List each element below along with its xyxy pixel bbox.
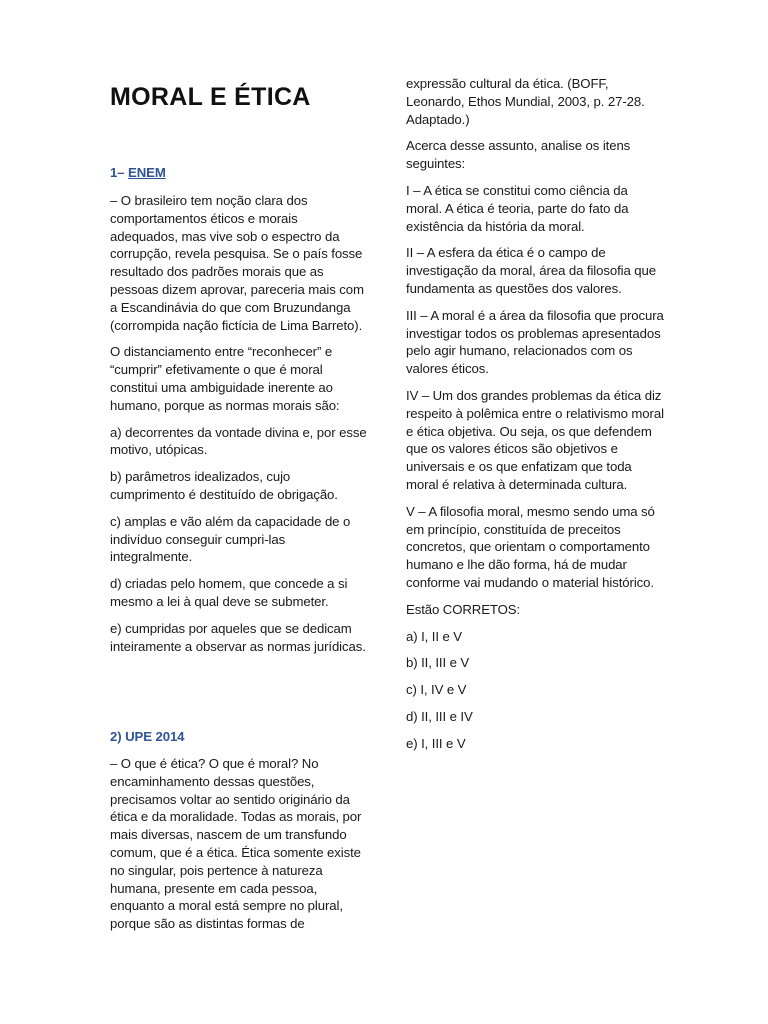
- question-1-text: – O brasileiro tem noção clara dos comportamentos éticos e morais adequados, mas vive sob o espectro da corrupção, revela pesquisa. Se o país fosse resultado dos padrões morais que as pessoas dizem aprovar, pareceria mais com a Escandinávia do que com Bruzundanga (corrompida nação fictícia de Lima Barreto).: [110, 193, 364, 333]
- question-1-option-b: b) parâmetros idealizados, cujo cumprimento é destituído de obrigação.: [110, 469, 338, 502]
- question-1-option-a: a) decorrentes da vontade divina e, por esse motivo, utópicas.: [110, 424, 367, 458]
- question-2-item-1: I – A ética se constitui como ciência da moral. A ética é teoria, parte do fato da existência da história da moral.: [406, 182, 629, 234]
- right-column: [406, 75, 664, 762]
- question-1-option-e: e) cumpridas por aqueles que se dedicam inteiramente a observar as normas jurídicas.: [110, 620, 366, 654]
- question-1-stem: O distanciamento entre “reconhecer” e “cumprir” efetivamente o que é moral constitui uma ambiguidade inerente ao humano, porque as normas morais são:: [110, 344, 340, 413]
- question-2-item-5: V – A filosofia moral, mesmo sendo uma só em princípio, constituída de preceitos concretos, que orientam o comportamento humano e lhe dão forma, há de mudar conforme vai mudando o material histórico.: [406, 503, 655, 590]
- question-1-heading: [110, 164, 166, 182]
- question-2-option-a: a) I, II e V: [406, 628, 462, 644]
- question-2-option-d: d) II, III e IV: [406, 708, 473, 724]
- question-2-item-3: III – A moral é a área da filosofia que procura investigar todos os problemas apresentados pelo agir humano, relacionados com os valores éticos.: [406, 307, 664, 377]
- question-2-option-e: e) I, III e V: [406, 735, 466, 751]
- question-2-text-continued: expressão cultural da ética. (BOFF, Leonardo, Ethos Mundial, 2003, p. 27-28. Adaptado.): [406, 76, 645, 127]
- question-1-source: ENEM: [128, 165, 166, 180]
- question-2-heading: 2) UPE 2014: [110, 729, 185, 744]
- question-2-item-4: IV – Um dos grandes problemas da ética diz respeito à polêmica entre o relativismo moral e ética objetiva. Ou seja, os que defendem que os valores éticos são objetivos e universais e os que enfatizam que toda moral é relativa à determinada cultura.: [406, 387, 664, 492]
- question-2-body-left: [110, 755, 368, 942]
- question-2-prompt: Estão CORRETOS:: [406, 601, 521, 617]
- question-2-stem: Acerca desse assunto, analise os itens seguintes:: [406, 138, 631, 172]
- question-2-item-2: II – A esfera da ética é o campo de investigação da moral, área da filosofia que fundamenta as questões dos valores.: [406, 245, 656, 296]
- question-1-number: 1–: [110, 165, 125, 180]
- question-2-option-b: b) II, III e V: [406, 655, 470, 671]
- question-2-option-c: c) I, IV e V: [406, 682, 467, 698]
- question-1-option-d: d) criadas pelo homem, que concede a si mesmo a lei à qual deve se submeter.: [110, 576, 348, 609]
- question-1-option-c: c) amplas e vão além da capacidade de o indivíduo conseguir cumpri-las integralmente.: [110, 513, 351, 565]
- question-2-text: – O que é ética? O que é moral? No encaminhamento dessas questões, precisamos voltar ao sentido originário da ética e da moralidade. Todas as morais, por mais diversas, nascem de um transfundo comum, que é a ética. Ética somente existe no singular, pois pertence à natureza humana, presente em cada pessoa, enquanto a moral está sempre no plural, porque são as distintas formas de: [110, 756, 362, 932]
- page-title: MORAL E ÉTICA: [110, 83, 311, 111]
- question-1-body: [110, 192, 368, 664]
